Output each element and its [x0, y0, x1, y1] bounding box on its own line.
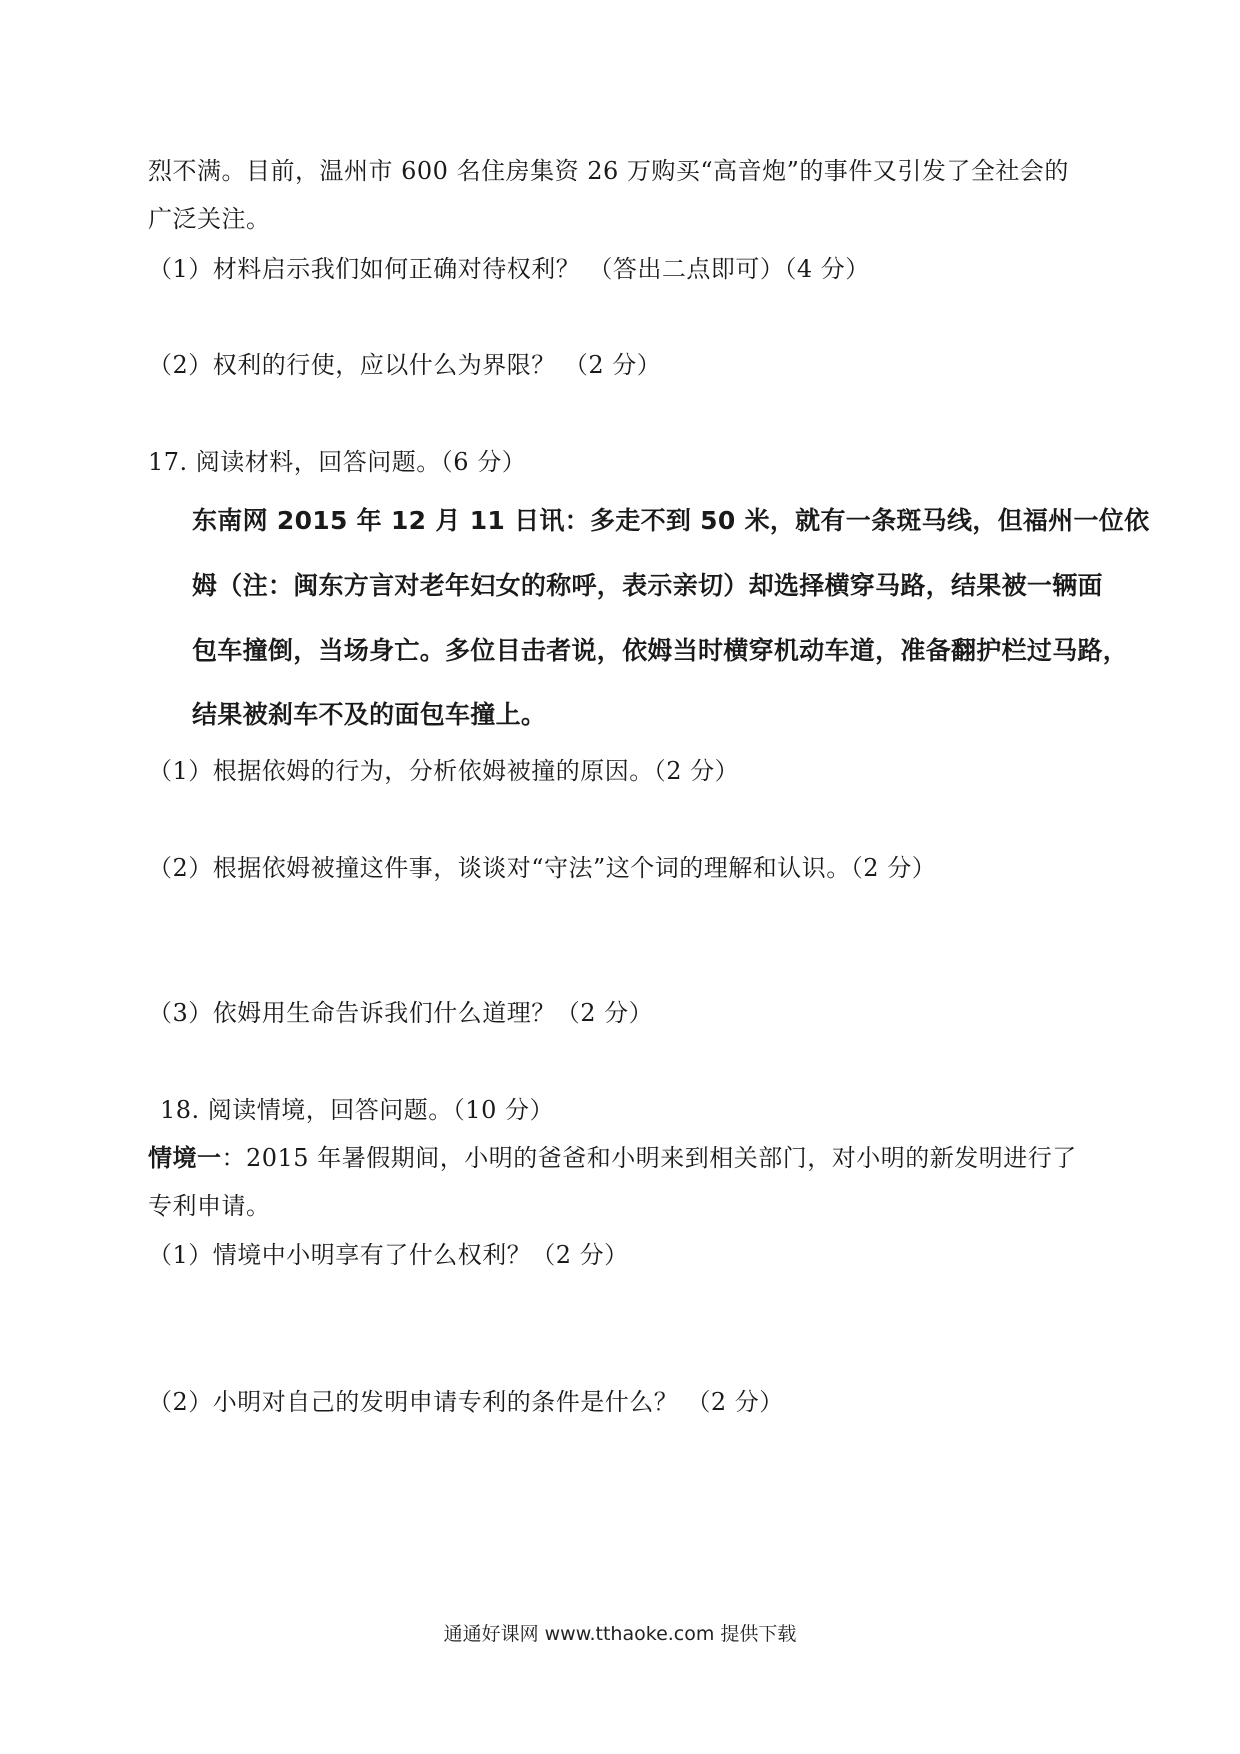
scenario-label: 情境一 [148, 1144, 222, 1172]
intro-line-1: 烈不满。目前，温州市 600 名住房集资 26 万购买“高音炮”的事件又引发了全社会的 [148, 157, 1069, 185]
question-16-1: （1）材料启示我们如何正确对待权利？ （答出二点即可）（4 分） [148, 255, 870, 283]
question-18-scenario-line-1 [148, 1143, 1077, 1173]
question-17-material-line-3: 包车撞倒，当场身亡。多位目击者说，依姆当时横穿机动车道，准备翻护栏过马路， [192, 636, 1129, 665]
question-17-3: （3）依姆用生命告诉我们什么道理？（2 分） [148, 999, 654, 1027]
question-17-title: 17. 阅读材料，回答问题。（6 分） [148, 448, 527, 476]
question-18-1: （1）情境中小明享有了什么权利？（2 分） [148, 1241, 629, 1269]
footer-download-note: 通通好课网 www.tthaoke.com 提供下载 [443, 1623, 797, 1645]
scenario-text: ：2015 年暑假期间，小明的爸爸和小明来到相关部门，对小明的新发明进行了 [221, 1144, 1077, 1172]
question-17-material-line-2: 姆（注：闽东方言对老年妇女的称呼，表示亲切）却选择横穿马路，结果被一辆面 [192, 571, 1103, 600]
question-16-2: （2）权利的行使，应以什么为界限？ （2 分） [148, 351, 662, 379]
question-18-title: 18. 阅读情境，回答问题。（10 分） [160, 1096, 554, 1124]
question-17-material-line-4: 结果被刹车不及的面包车撞上。 [192, 700, 547, 729]
question-18-scenario-line-2: 专利申请。 [148, 1192, 271, 1220]
question-17-1: （1）根据依姆的行为，分析依姆被撞的原因。（2 分） [148, 757, 740, 785]
question-17-2: （2）根据依姆被撞这件事，谈谈对“守法”这个词的理解和认识。（2 分） [148, 854, 937, 882]
intro-line-2: 广泛关注。 [148, 205, 271, 233]
question-17-material-line-1: 东南网 2015 年 12 月 11 日讯：多走不到 50 米，就有一条斑马线，但福州一位依 [192, 506, 1150, 535]
question-18-2: （2）小明对自己的发明申请专利的条件是什么？ （2 分） [148, 1388, 784, 1416]
